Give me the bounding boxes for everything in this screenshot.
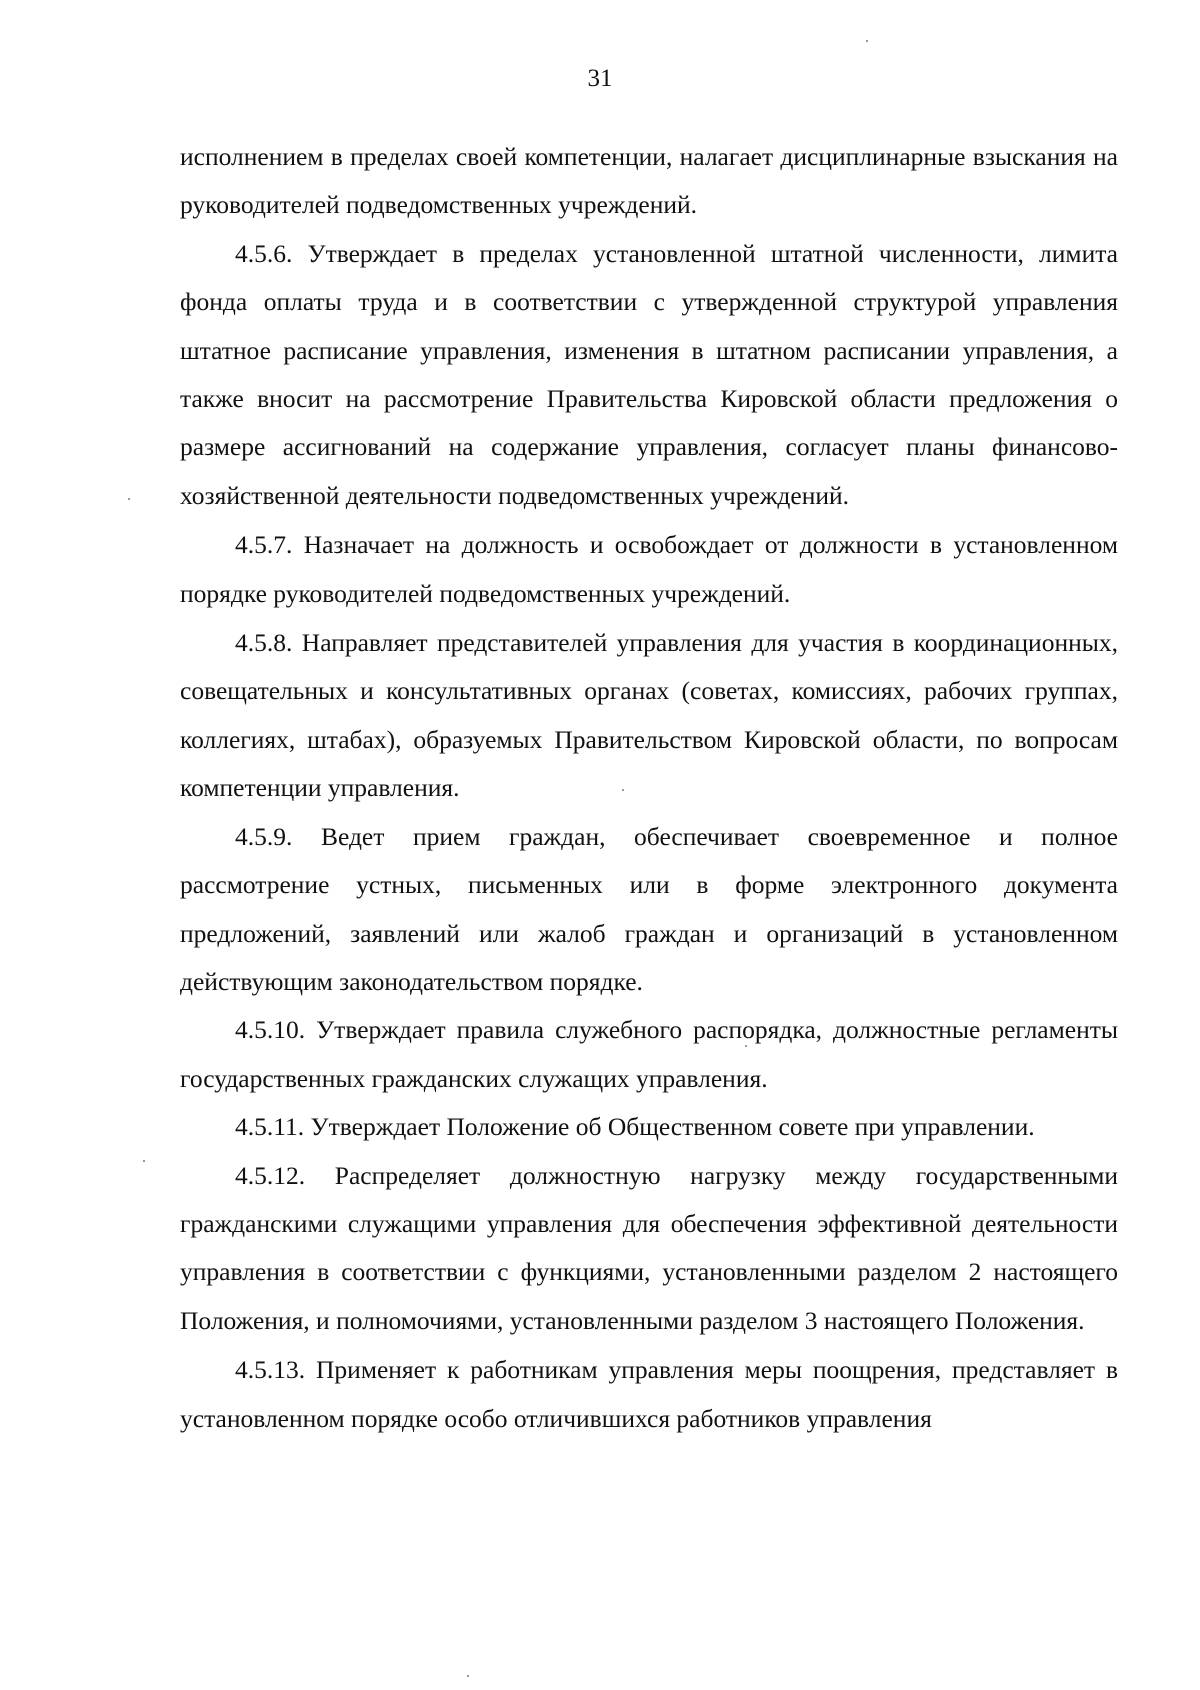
paragraph-4-5-8: 4.5.8. Направляет представителей управления для участия в координационных, совещательных и консультативных органах (советах, комиссиях, рабочих группах, коллегиях, штабах), образуемых Правительством Кировской области, по вопросам компетенции управления. [180,628,1118,803]
paragraph-continuation: исполнением в пределах своей компетенции, налагает дисциплинарные взыскания на руководителей подведомственных учреждений. [180,142,1118,220]
page-number: 31 [587,65,613,92]
paragraph-4-5-13: 4.5.13. Применяет к работникам управления меры поощрения, представляет в установленном порядке особо отличившихся работников управления [180,1355,1118,1433]
paragraph-4-5-11: 4.5.11. Утверждает Положение об Общественном совете при управлении. [235,1112,1035,1142]
document-body [180,133,1118,1443]
paragraph-4-5-6: 4.5.6. Утверждает в пределах установленной штатной численности, лимита фонда оплаты труда и в соответствии с утвержденной структурой управления штатное расписание управления, изменения в штатном расписании управления, а также вносит на рассмотрение Правительства Кировской области предложения о размере ассигнований на содержание управления, согласует планы финансово-хозяйственной деятельности подведомственных учреждений. [180,238,1118,510]
scan-speck [866,40,868,42]
paragraph-4-5-9: 4.5.9. Ведет прием граждан, обеспечивает своевременное и полное рассмотрение устных, письменных или в форме электронного документа предложений, заявлений или жалоб граждан и организаций в установленном действующим законодательством порядке. [180,821,1118,996]
paragraph-4-5-12: 4.5.12. Распределяет должностную нагрузку между государственными гражданскими служащими управления для обеспечения эффективной деятельности управления в соответствии с функциями, установленными разделом 2 настоящего Положения, и полномочиями, установленными разделом 3 настоящего Положения. [180,1160,1118,1335]
paragraph-4-5-10: 4.5.10. Утверждает правила служебного распорядка, должностные регламенты государственных гражданских служащих управления. [180,1015,1118,1093]
scan-speck [467,1675,469,1677]
scan-speck [622,789,624,791]
scan-speck [745,1045,747,1047]
scan-speck [128,498,130,500]
scan-speck [143,1160,145,1162]
paragraph-4-5-7: 4.5.7. Назначает на должность и освобождает от должности в установленном порядке руководителей подведомственных учреждений. [180,530,1118,608]
